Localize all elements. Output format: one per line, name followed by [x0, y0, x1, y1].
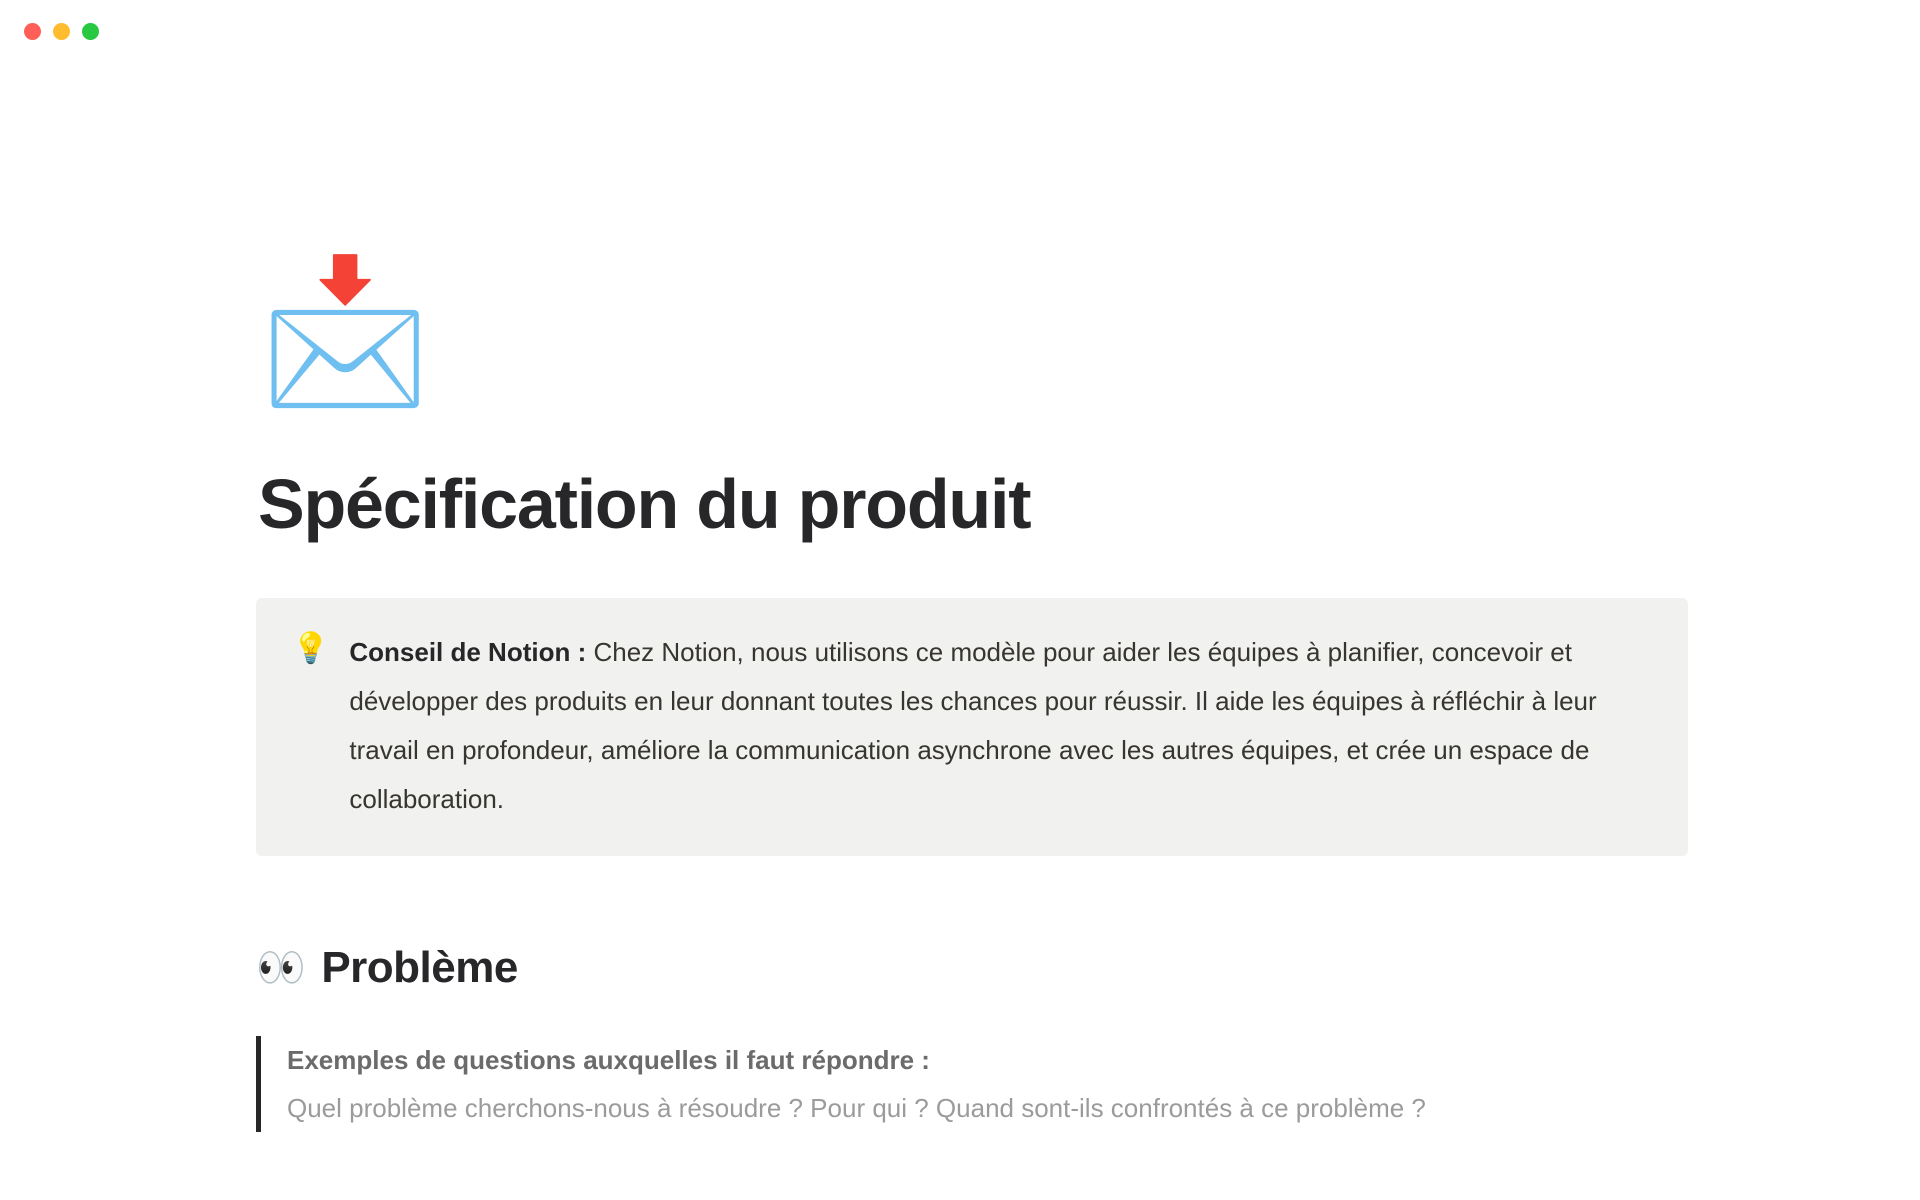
window-controls — [24, 23, 99, 40]
close-window-button[interactable] — [24, 23, 41, 40]
title-bar — [0, 0, 1920, 62]
lightbulb-icon: 💡 — [292, 632, 330, 665]
callout-body: Chez Notion, nous utilisons ce modèle pour aider les équipes à planifier, concevoir et développer des produits en leur donnant toutes les chances pour réussir. Il aide les équipes à réfléchir à leur travail en profondeur, améliore la communication asynchrone avec les autres équipes, et crée un espace de collaboration. — [349, 637, 1597, 814]
page-title[interactable]: Spécification du produit — [258, 465, 1031, 543]
callout-lead: Conseil de Notion : — [349, 637, 587, 667]
eyes-icon: 👀 — [256, 946, 306, 990]
quote-block[interactable] — [256, 1036, 1656, 1132]
document-page[interactable] — [0, 62, 1920, 1200]
page-icon[interactable]: 📩 — [258, 252, 433, 409]
maximize-window-button[interactable] — [82, 23, 99, 40]
quote-label: Exemples de questions auxquelles il faut répondre : — [287, 1045, 930, 1075]
section-heading-label: Problème — [321, 943, 518, 992]
minimize-window-button[interactable] — [53, 23, 70, 40]
callout-text — [349, 628, 1652, 824]
quote-text: Quel problème cherchons-nous à résoudre ? Pour qui ? Quand sont-ils confrontés à ce problème ? — [287, 1093, 1426, 1123]
callout-block[interactable] — [256, 598, 1688, 856]
section-heading-probleme[interactable] — [256, 940, 1920, 996]
